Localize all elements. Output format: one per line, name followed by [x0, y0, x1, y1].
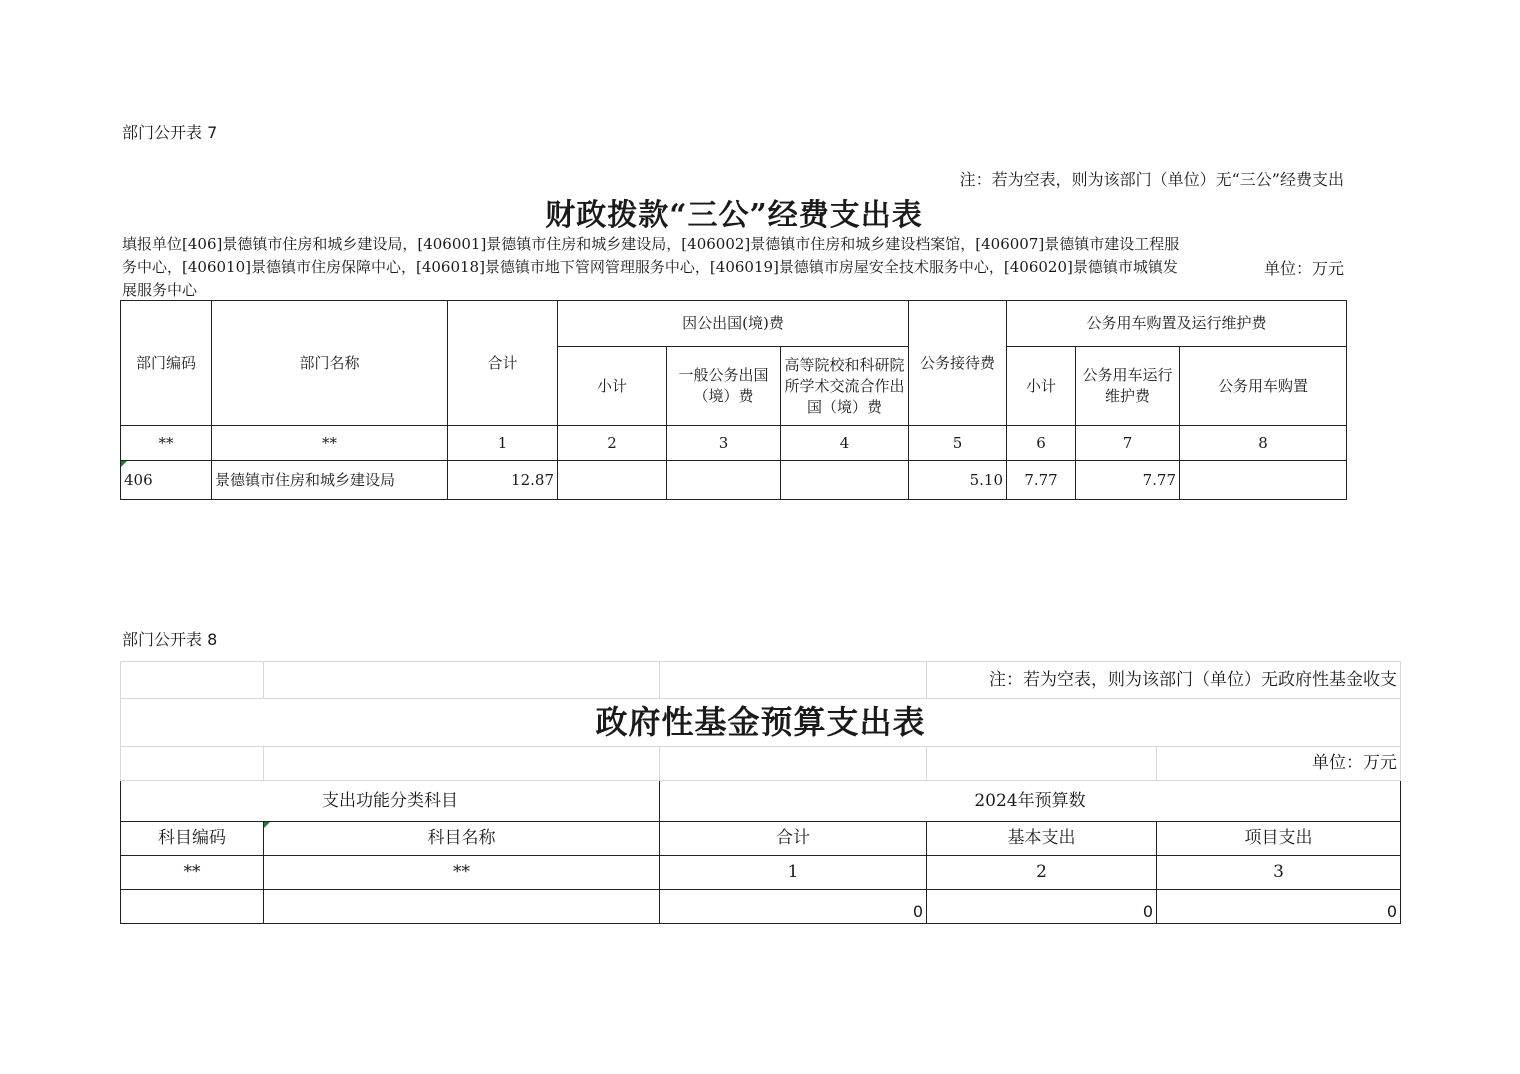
header-basic-expense: 基本支出 [927, 822, 1157, 856]
header-dept-name: 部门名称 [212, 301, 448, 426]
table7-title: 财政拨款“三公”经费支出表 [545, 198, 923, 233]
index-cell: 7 [1076, 426, 1180, 461]
data-vehicle-subtotal: 7.77 [1007, 461, 1076, 500]
data-reception: 5.10 [909, 461, 1007, 500]
table8-title-row [121, 699, 1401, 747]
table8-label: 部门公开表 8 [122, 630, 218, 649]
table7-data-row [121, 461, 1347, 500]
data-subject-code [121, 890, 264, 924]
blank-cell [927, 747, 1157, 781]
header-abroad-subtotal: 小计 [558, 347, 667, 426]
index-cell: ** [212, 426, 448, 461]
table8-title: 政府性基金预算支出表 [121, 699, 1401, 747]
blank-cell [264, 662, 660, 699]
table7-header-row-1 [121, 301, 1347, 347]
index-cell: 1 [660, 856, 927, 890]
table7-note: 注：若为空表，则为该部门（单位）无“三公”经费支出 [959, 170, 1344, 189]
data-subject-name [264, 890, 660, 924]
table8-data-row [121, 890, 1401, 924]
header-subject-code: 科目编码 [121, 822, 264, 856]
data-abroad-subtotal [558, 461, 667, 500]
cell-marker-icon [264, 822, 270, 828]
index-cell: ** [121, 426, 212, 461]
data-abroad-general [667, 461, 781, 500]
header-budget-group: 2024年预算数 [660, 781, 1401, 822]
data-vehicle-operation: 7.77 [1076, 461, 1180, 500]
table7-label: 部门公开表 7 [122, 123, 218, 142]
data-project-expense: 0 [1157, 890, 1401, 924]
header-reception: 公务接待费 [909, 301, 1007, 426]
header-subject-name: 科目名称 [264, 822, 660, 856]
data-vehicle-purchase [1180, 461, 1347, 500]
header-abroad-academic: 高等院校和科研院所学术交流合作出国（境）费 [781, 347, 909, 426]
index-cell: 8 [1180, 426, 1347, 461]
data-dept-name: 景德镇市住房和城乡建设局 [212, 461, 448, 500]
index-cell: 2 [558, 426, 667, 461]
header-vehicle-operation: 公务用车运行维护费 [1076, 347, 1180, 426]
blank-cell [121, 747, 264, 781]
header-dept-code: 部门编码 [121, 301, 212, 426]
index-cell: ** [121, 856, 264, 890]
table8 [120, 661, 1401, 924]
data-dept-code: 406 [121, 461, 212, 500]
header-vehicle-subtotal: 小计 [1007, 347, 1076, 426]
index-cell: 2 [927, 856, 1157, 890]
blank-cell [660, 747, 927, 781]
index-cell: 3 [1157, 856, 1401, 890]
header-function-group: 支出功能分类科目 [121, 781, 660, 822]
header-vehicle-purchase: 公务用车购置 [1180, 347, 1347, 426]
index-cell: 3 [667, 426, 781, 461]
header-abroad-group: 因公出国(境)费 [558, 301, 909, 347]
table7-unit: 单位：万元 [1263, 259, 1344, 278]
index-cell: 5 [909, 426, 1007, 461]
index-cell: 4 [781, 426, 909, 461]
index-cell: 6 [1007, 426, 1076, 461]
table8-note-row [121, 662, 1401, 699]
blank-cell [264, 747, 660, 781]
index-cell: ** [264, 856, 660, 890]
table8-unit-row [121, 747, 1401, 781]
table7 [120, 300, 1347, 500]
table7-filler-unit: 填报单位[406]景德镇市住房和城乡建设局，[406001]景德镇市住房和城乡建设局，[406002]景德镇市住房和城乡建设档案馆，[406007]景德镇市建设工程服务中心，[406010]景德镇市住房保障中心，[406018]景德镇市地下管网管理服务中心，[406019]景德镇市房屋安全技术服务中心，[406020]景德镇市城镇发展服务中心 [122, 235, 1180, 299]
data-abroad-academic [781, 461, 909, 500]
header-vehicle-group: 公务用车购置及运行维护费 [1007, 301, 1347, 347]
table7-index-row [121, 426, 1347, 461]
table8-group-row [121, 781, 1401, 822]
header-project-expense: 项目支出 [1157, 822, 1401, 856]
blank-cell [660, 662, 927, 699]
index-cell: 1 [448, 426, 558, 461]
blank-cell [121, 662, 264, 699]
data-total: 12.87 [448, 461, 558, 500]
header-total: 合计 [448, 301, 558, 426]
data-basic-expense: 0 [927, 890, 1157, 924]
table8-unit: 单位：万元 [1157, 747, 1401, 781]
header-abroad-general: 一般公务出国（境）费 [667, 347, 781, 426]
data-total: 0 [660, 890, 927, 924]
header-total: 合计 [660, 822, 927, 856]
table8-note: 注：若为空表，则为该部门（单位）无政府性基金收支 [927, 662, 1401, 699]
table8-header-row [121, 822, 1401, 856]
cell-marker-icon [121, 461, 127, 467]
table8-index-row [121, 856, 1401, 890]
